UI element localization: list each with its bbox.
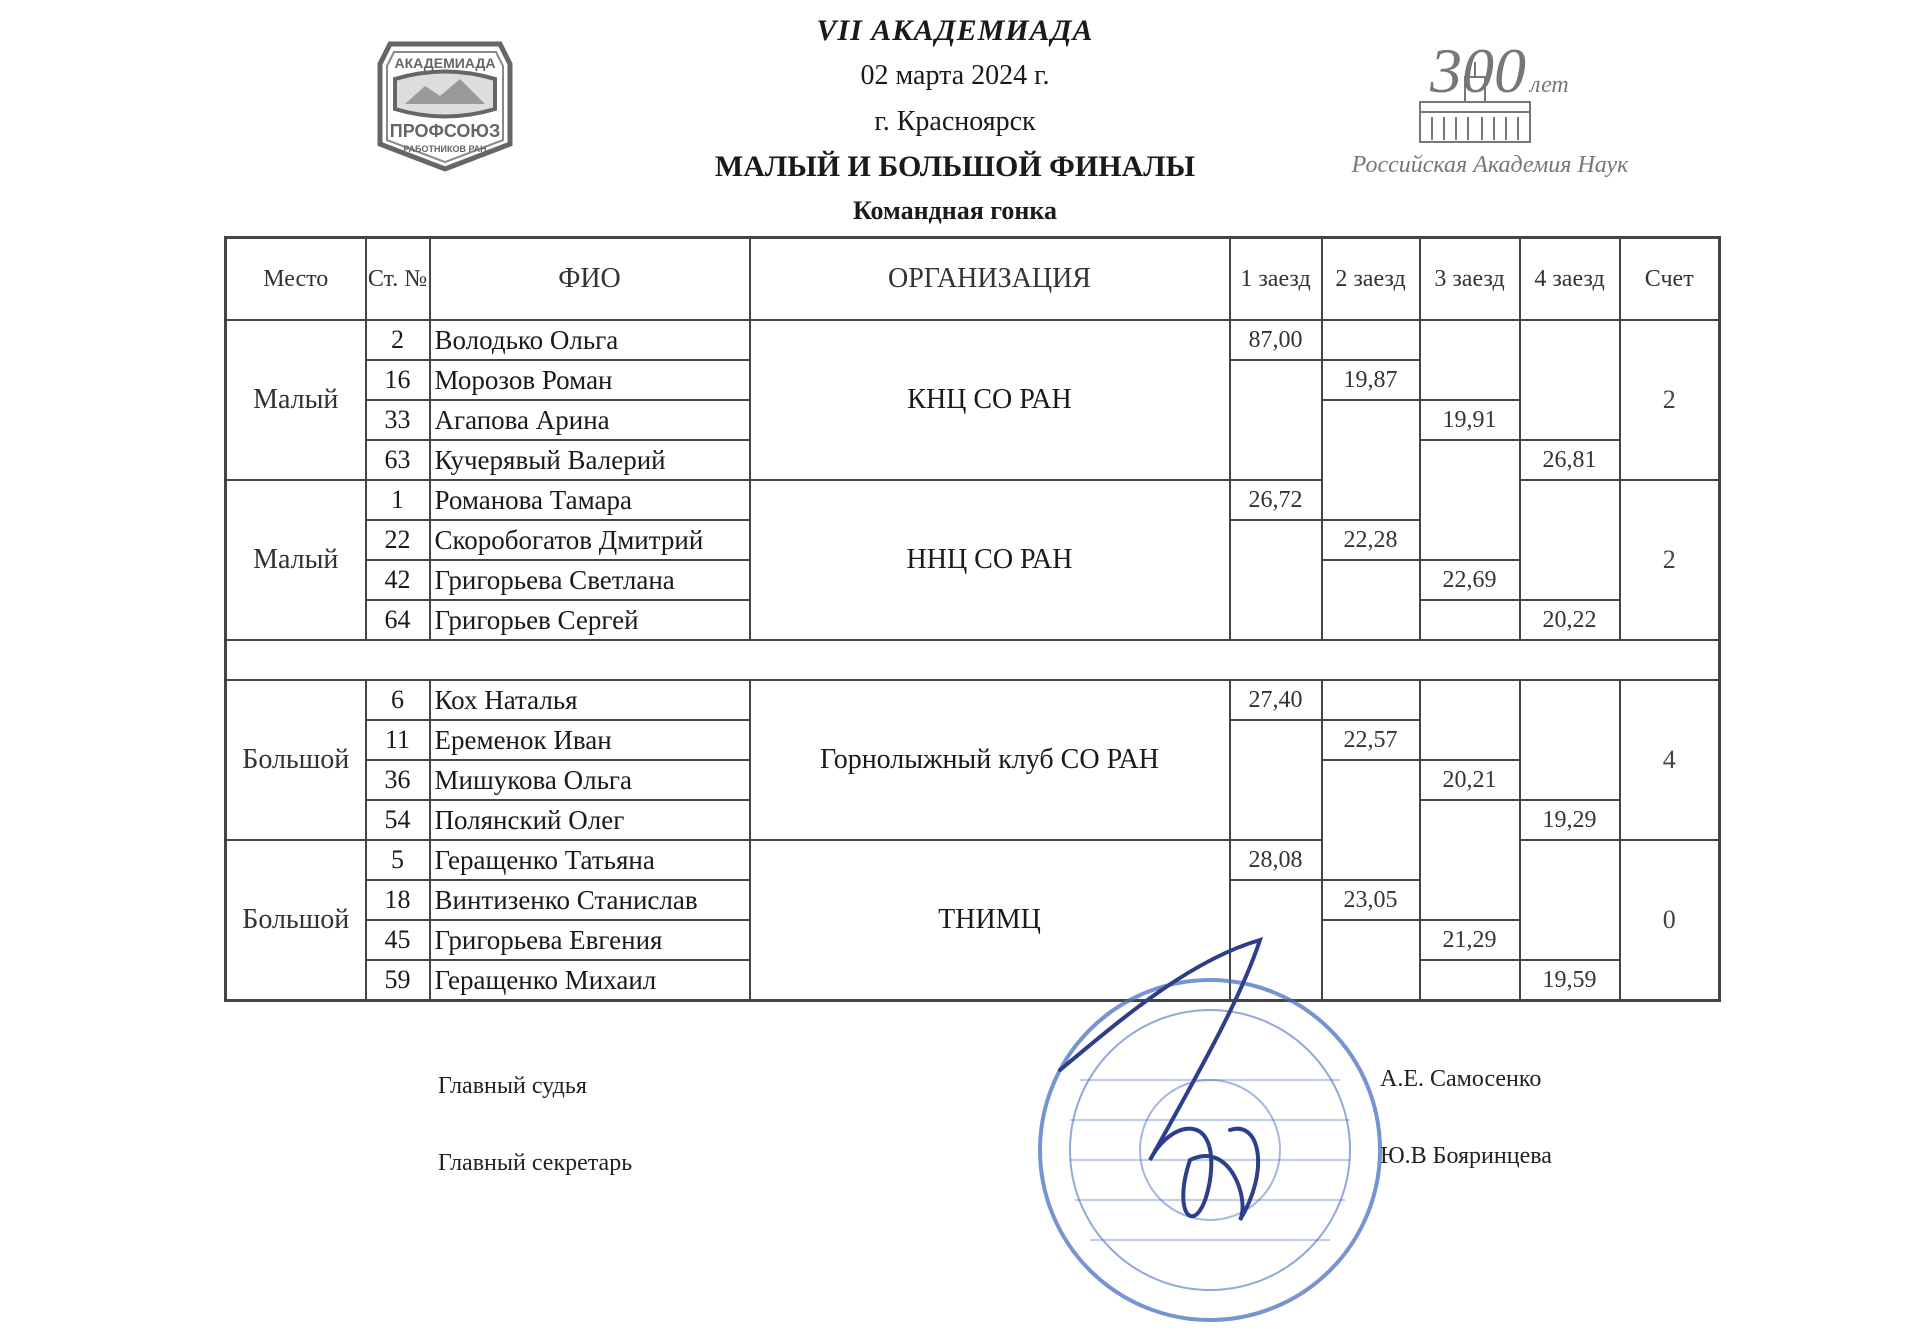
athlete-name: Еременок Иван: [430, 720, 750, 760]
run-time: 22,28: [1322, 520, 1420, 560]
event-city: г. Красноярск: [874, 106, 1036, 137]
run-time-empty: [1520, 360, 1620, 400]
run-time-empty: [1230, 800, 1322, 840]
header-run-2: 2 заезд: [1322, 238, 1420, 321]
run-time-empty: [1520, 880, 1620, 920]
run-time-empty: [1322, 480, 1420, 520]
run-time-empty: [1230, 600, 1322, 640]
table-row: [226, 680, 1720, 720]
run-time: 19,87: [1322, 360, 1420, 400]
logo-left-line1: АКАДЕМИАДА: [394, 55, 496, 71]
run-time-empty: [1420, 520, 1520, 560]
athlete-name: Володько Ольга: [430, 320, 750, 360]
run-time-empty: [1322, 320, 1420, 360]
logo-right-word: лет: [1530, 72, 1569, 98]
team-score: 2: [1620, 480, 1720, 640]
run-time: 22,69: [1420, 560, 1520, 600]
run-time-empty: [1420, 680, 1520, 720]
run-time-empty: [1520, 400, 1620, 440]
official-stamp: [1000, 920, 1420, 1340]
run-time-empty: [1420, 840, 1520, 880]
athlete-start-no: 42: [366, 560, 430, 600]
run-time-empty: [1322, 600, 1420, 640]
run-time-empty: [1322, 560, 1420, 600]
logo-left-line2: ПРОФСОЮЗ: [389, 121, 501, 141]
athlete-start-no: 11: [366, 720, 430, 760]
athlete-start-no: 6: [366, 680, 430, 720]
athlete-start-no: 1: [366, 480, 430, 520]
run-time: 26,81: [1520, 440, 1620, 480]
run-time-empty: [1322, 400, 1420, 440]
athlete-name: Винтизенко Станислав: [430, 880, 750, 920]
run-time-empty: [1420, 600, 1520, 640]
run-time-empty: [1322, 760, 1420, 800]
run-time-empty: [1322, 840, 1420, 880]
athlete-start-no: 54: [366, 800, 430, 840]
team-place: Большой: [226, 680, 366, 840]
run-time-empty: [1420, 480, 1520, 520]
run-time-empty: [1420, 320, 1520, 360]
header-org: ОРГАНИЗАЦИЯ: [750, 238, 1230, 321]
team-organization: ННЦ СО РАН: [750, 480, 1230, 640]
logo-right-caption: Российская Академия Наук: [1351, 152, 1629, 178]
chief-judge-label: Главный судья: [438, 1073, 587, 1099]
run-time-empty: [1230, 440, 1322, 480]
run-time: 20,21: [1420, 760, 1520, 800]
run-time-empty: [1230, 400, 1322, 440]
athlete-name: Кох Наталья: [430, 680, 750, 720]
run-time-empty: [1520, 480, 1620, 520]
run-time-empty: [1520, 840, 1620, 880]
header-name: ФИО: [430, 238, 750, 321]
athlete-name: Мишукова Ольга: [430, 760, 750, 800]
team-score: 4: [1620, 680, 1720, 840]
table-header-row: [226, 238, 1720, 321]
athlete-start-no: 64: [366, 600, 430, 640]
run-time-empty: [1230, 760, 1322, 800]
team-score: 2: [1620, 320, 1720, 480]
athlete-name: Кучерявый Валерий: [430, 440, 750, 480]
team-organization: КНЦ СО РАН: [750, 320, 1230, 480]
athlete-start-no: 36: [366, 760, 430, 800]
run-time-empty: [1520, 520, 1620, 560]
athlete-start-no: 5: [366, 840, 430, 880]
run-time-empty: [1420, 800, 1520, 840]
table-row: [226, 480, 1720, 520]
athlete-name: Полянский Олег: [430, 800, 750, 840]
chief-secretary-name: Ю.В Бояринцева: [1380, 1143, 1552, 1169]
header-place: Место: [226, 238, 366, 321]
table-row: [226, 320, 1720, 360]
logo-left-line3: РАБОТНИКОВ РАН: [403, 144, 487, 154]
run-time-empty: [1520, 320, 1620, 360]
athlete-name: Григорьев Сергей: [430, 600, 750, 640]
header-run-4: 4 заезд: [1520, 238, 1620, 321]
run-time-empty: [1322, 680, 1420, 720]
team-organization: ТНИМЦ: [750, 840, 1230, 1001]
header-run-1: 1 заезд: [1230, 238, 1322, 321]
run-time-empty: [1520, 680, 1620, 720]
athlete-start-no: 33: [366, 400, 430, 440]
run-time-empty: [1420, 720, 1520, 760]
run-time: 87,00: [1230, 320, 1322, 360]
athlete-start-no: 2: [366, 320, 430, 360]
athlete-start-no: 22: [366, 520, 430, 560]
run-time-empty: [1230, 560, 1322, 600]
run-time: 19,91: [1420, 400, 1520, 440]
team-score: 0: [1620, 840, 1720, 1001]
run-time-empty: [1420, 360, 1520, 400]
run-time-empty: [1230, 360, 1322, 400]
run-time-empty: [1230, 880, 1322, 920]
run-time-empty: [1520, 560, 1620, 600]
header-start-no: Ст. №: [366, 238, 430, 321]
run-time: 20,22: [1520, 600, 1620, 640]
run-time-empty: [1520, 920, 1620, 960]
header-run-3: 3 заезд: [1420, 238, 1520, 321]
event-stage-title: МАЛЫЙ И БОЛЬШОЙ ФИНАЛЫ: [714, 150, 1196, 183]
header-score: Счет: [1620, 238, 1720, 321]
run-time-empty: [1520, 760, 1620, 800]
team-place: Большой: [226, 840, 366, 1001]
team-organization: Горнолыжный клуб СО РАН: [750, 680, 1230, 840]
run-time-empty: [1230, 520, 1322, 560]
athlete-start-no: 18: [366, 880, 430, 920]
run-time: 26,72: [1230, 480, 1322, 520]
event-title: VII АКАДЕМИАДА: [816, 14, 1094, 47]
run-time-empty: [1520, 720, 1620, 760]
athlete-start-no: 63: [366, 440, 430, 480]
athlete-name: Агапова Арина: [430, 400, 750, 440]
results-body: [226, 320, 1720, 1001]
results-table: [224, 236, 1721, 1002]
run-time: 23,05: [1322, 880, 1420, 920]
team-place: Малый: [226, 480, 366, 640]
run-time: 21,29: [1420, 920, 1520, 960]
team-place: Малый: [226, 320, 366, 480]
run-time: 27,40: [1230, 680, 1322, 720]
athlete-name: Скоробогатов Дмитрий: [430, 520, 750, 560]
athlete-name: Григорьева Евгения: [430, 920, 750, 960]
athlete-name: Геращенко Татьяна: [430, 840, 750, 880]
athlete-name: Романова Тамара: [430, 480, 750, 520]
table-spacer-row: [226, 640, 1720, 680]
athlete-name: Морозов Роман: [430, 360, 750, 400]
run-time-empty: [1420, 960, 1520, 1001]
run-time-empty: [1420, 880, 1520, 920]
athlete-name: Геращенко Михаил: [430, 960, 750, 1001]
run-time-empty: [1322, 800, 1420, 840]
logo-right-number: 300: [1430, 35, 1526, 106]
ras-300-logo: [1340, 22, 1640, 182]
chief-judge-name: А.Е. Самосенко: [1380, 1066, 1542, 1092]
run-time: 19,59: [1520, 960, 1620, 1001]
run-time: 19,29: [1520, 800, 1620, 840]
athlete-name: Григорьева Светлана: [430, 560, 750, 600]
run-time-empty: [1322, 440, 1420, 480]
event-race-type: Командная гонка: [852, 196, 1057, 225]
run-time-empty: [1420, 440, 1520, 480]
athlete-start-no: 45: [366, 920, 430, 960]
run-time: 28,08: [1230, 840, 1322, 880]
table-row: [226, 840, 1720, 880]
academiada-logo: [370, 24, 520, 174]
run-time-empty: [1230, 720, 1322, 760]
run-time: 22,57: [1322, 720, 1420, 760]
athlete-start-no: 16: [366, 360, 430, 400]
athlete-start-no: 59: [366, 960, 430, 1001]
event-date: 02 марта 2024 г.: [860, 60, 1050, 91]
chief-secretary-label: Главный секретарь: [438, 1150, 633, 1176]
